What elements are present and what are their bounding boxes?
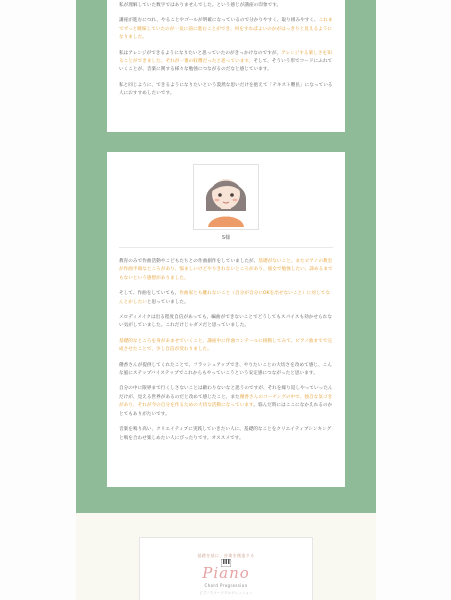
text-segment: 私と同じように、できるようになりたいという漠然な思いだけを抱えて「テキスト難民」になっている人におすすめしたいです。: [119, 82, 333, 97]
text-segment: メロディメイクは出る程度自信があっても、編曲ができないことでどうしてもスパイスも効かせられない気がしていました。これだけじゃダメだと思っていました。: [119, 315, 332, 329]
text-segment: 音楽を鳴り高い、クリエイティブに実践していきたい人に、基礎的なことをクリエイティブシンキングと鳴を合わせ楽しめたい人にぴったりです。オススメです。: [119, 427, 332, 441]
highlight-text: 楽しさを知ることができました。それが一番の収穫だったと思っています。: [119, 50, 332, 65]
logo-caption: ピアノでコードプログレッション: [199, 591, 253, 595]
testimonial-para6: [119, 385, 333, 419]
logo-tagline: 基礎を基に、音楽を創造する: [197, 553, 255, 558]
highlight-text: 基礎的なところを身があませていくこと、講座中に作曲コンテールに挑戦してみて、ピアノ曲までで完成させたことで、少し自信が変わりました。: [119, 338, 333, 353]
text-segment: そして、作曲をしていても、: [119, 291, 180, 297]
card1-para1: [119, 17, 333, 42]
card1-para2: [119, 50, 333, 75]
testimonial-card: [107, 152, 345, 487]
testimonial-para3: [119, 314, 333, 331]
text-segment: 自分の中に限界まで行くしさないことは敵わりないなと思うのですが、それを繰り返しやっていったんだけが、見える世界があるのだと改めて感じたこと、また: [119, 386, 333, 400]
testimonial-para7: [119, 426, 333, 443]
highlight-text: アレンジする: [281, 50, 309, 56]
card1-para3: [119, 82, 333, 99]
woman-avatar-icon: [198, 167, 254, 227]
text-segment: 。悩んだ時にはここになかえれるのかとてもありがたいです。: [119, 403, 333, 417]
text-segment: と思っていました。: [146, 299, 189, 305]
text-segment: 私はアレンジができるようになりたいと思っていたのがきっかけなのですが、: [119, 50, 282, 56]
testimonial-card-previous: [107, 0, 345, 132]
avatar: [193, 164, 259, 230]
text-segment: く、: [309, 18, 319, 24]
text-segment: 優香さんが提供してくれたことで、フラッシュアップでき、やりたいことの大切さを改めて感じ、こんな風にステップバイステップでこれからもやっていこうという安定感につながったと思います。: [119, 362, 332, 377]
testimonial-name: S様: [221, 235, 231, 241]
text-segment: 講座が進むにつれ、やることやゴールが明確になっているので分かりやすく、取り組みやす: [119, 18, 310, 24]
highlight-text: きりと見えるようになりました。: [119, 26, 333, 41]
testimonial-para4: [119, 338, 333, 355]
highlight-text: 基礎がないこと、またピアノの教室が作曲半端なところがあり、悩ましいけどやりきれないところがあり、彼女で勉強したい、諦めるまでもないという感想がありました。: [119, 259, 333, 281]
text-segment: そして、そういう形でコードにふれていくことが、音楽に関する様々な勉強につながるのだなと感じています。: [119, 59, 333, 73]
testimonial-para1: [119, 258, 333, 283]
logo-subtitle: Chord Progression: [204, 583, 248, 588]
highlight-text: 優香さんのコーチングの中で、独自な気づきがあり、それが今の自分を作るための大切な活動になっています: [119, 394, 333, 409]
page-margin-left: [0, 0, 76, 600]
logo-card: [139, 537, 313, 600]
divider: [119, 247, 333, 248]
testimonial-para5: [119, 362, 333, 379]
logo-wordmark: Piano: [202, 564, 250, 582]
testimonial-para2: [119, 290, 333, 307]
page-margin-right: [376, 0, 451, 600]
highlight-text: 作曲家とも離れないこと（自分が自分にOKを出せないこと）に対してなんとかしたい: [119, 291, 330, 305]
text-segment: 私が理解していた数字ではありませんでした。という感じが講座の印象です。: [119, 3, 282, 8]
highlight-text: これまでずっと曖昧していたのが一気に前に進むことができ、何をすればよいのかがはっ: [119, 18, 333, 32]
card1-para0: [119, 2, 333, 10]
text-segment: 教育のみで作曲活動やこどもたちとの作曲創作をしていましたが、: [119, 259, 259, 264]
